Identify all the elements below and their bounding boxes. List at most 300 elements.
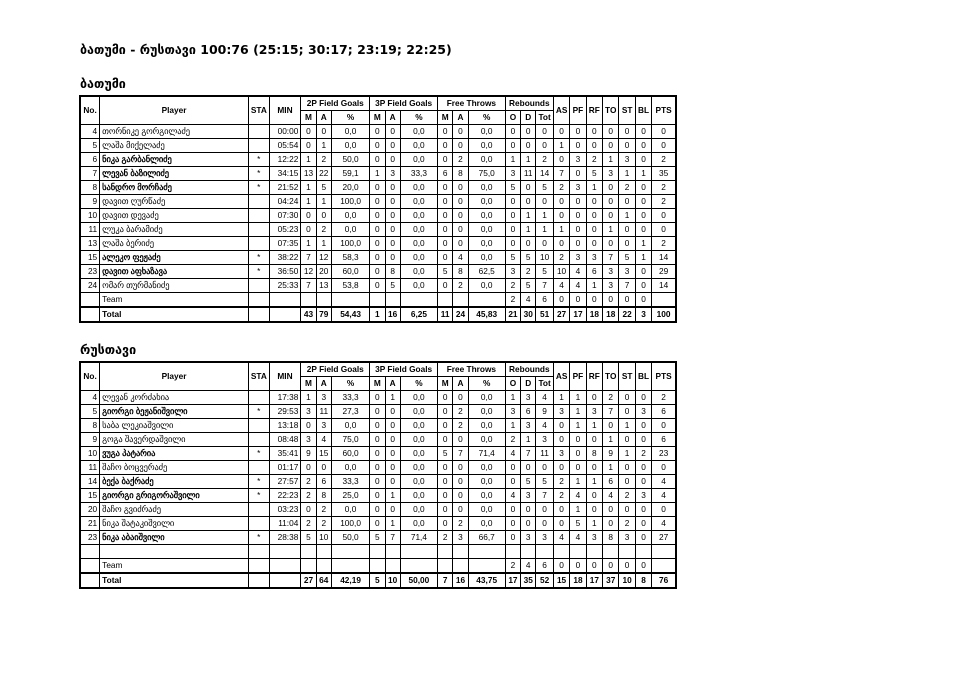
total-as: 27 — [553, 307, 569, 322]
col-header-3p: 3P Field Goals — [370, 362, 438, 377]
total-pf: 18 — [570, 573, 586, 588]
stat-p3a: 0 — [385, 181, 400, 195]
stat-tot: 7 — [536, 489, 553, 503]
stat-st: 0 — [619, 391, 635, 405]
stat-tot — [536, 545, 553, 559]
stat-st: 7 — [619, 279, 635, 293]
stat-pts — [652, 293, 676, 308]
stat-as: 2 — [553, 181, 569, 195]
minutes-played — [269, 545, 301, 559]
stat-pts: 35 — [652, 167, 676, 181]
stat-ftm: 0 — [438, 237, 453, 251]
stat-rf: 2 — [586, 153, 602, 167]
stat-ftm: 0 — [438, 503, 453, 517]
stat-pf: 0 — [570, 447, 586, 461]
stat-p3a: 0 — [385, 475, 400, 489]
stat-o: 0 — [505, 475, 520, 489]
player-name: საბა ლეკიაშვილი — [100, 419, 249, 433]
stat-fta: 2 — [453, 517, 468, 531]
stat-rf: 5 — [586, 167, 602, 181]
player-name: ლევან კორძახია — [100, 391, 249, 405]
stat-ftp: 66,7 — [468, 531, 505, 545]
stat-ftm: 0 — [438, 209, 453, 223]
stat-p2p: 20,0 — [331, 181, 369, 195]
stat-pts: 4 — [652, 475, 676, 489]
stat-bl: 0 — [635, 223, 651, 237]
away-boxscore-table — [79, 361, 677, 589]
player-number: 6 — [80, 153, 100, 167]
stat-p3p: 0,0 — [400, 209, 437, 223]
stat-p3p: 0,0 — [400, 489, 437, 503]
minutes-played: 25:33 — [269, 279, 301, 293]
player-number: 24 — [80, 279, 100, 293]
minutes-played: 34:15 — [269, 167, 301, 181]
stat-p2a: 13 — [316, 279, 331, 293]
stat-to: 0 — [603, 517, 619, 531]
stat-to: 2 — [603, 391, 619, 405]
stat-tot: 0 — [536, 195, 553, 209]
stat-st: 0 — [619, 503, 635, 517]
stat-to: 1 — [603, 223, 619, 237]
stat-fta: 2 — [453, 279, 468, 293]
stat-pf: 0 — [570, 293, 586, 308]
minutes-played: 04:24 — [269, 195, 301, 209]
stat-p3a: 0 — [385, 433, 400, 447]
subheader-total: Tot — [536, 111, 553, 125]
col-header-player: Player — [100, 362, 249, 391]
stat-p2a: 8 — [316, 489, 331, 503]
total-p3a: 16 — [385, 307, 400, 322]
stat-p2p: 0,0 — [331, 419, 369, 433]
player-number: 15 — [80, 251, 100, 265]
total-sta — [248, 573, 269, 588]
stat-p3p: 0,0 — [400, 153, 437, 167]
stat-p2a: 12 — [316, 251, 331, 265]
total-p2a: 64 — [316, 573, 331, 588]
starter-mark — [248, 545, 269, 559]
player-name: ნიკა შატაკიშვილი — [100, 517, 249, 531]
stat-to: 0 — [603, 559, 619, 574]
stat-bl: 0 — [635, 475, 651, 489]
stat-p2a: 2 — [316, 517, 331, 531]
col-header-pts: PTS — [652, 362, 676, 391]
stat-p2a: 1 — [316, 195, 331, 209]
stat-p3m — [370, 545, 385, 559]
stat-p3a: 0 — [385, 153, 400, 167]
stat-fta: 0 — [453, 489, 468, 503]
stat-p2m: 1 — [301, 195, 316, 209]
player-name: გიორგი გრიგორაშვილი — [100, 489, 249, 503]
starter-mark — [248, 237, 269, 251]
stat-pts: 0 — [652, 419, 676, 433]
col-header-st: ST — [619, 362, 635, 391]
player-name: ომარ თურმანიძე — [100, 279, 249, 293]
stat-pf: 4 — [570, 265, 586, 279]
stat-bl: 0 — [635, 209, 651, 223]
stat-as: 4 — [553, 279, 569, 293]
total-fta: 24 — [453, 307, 468, 322]
stat-as: 0 — [553, 433, 569, 447]
stat-pf — [570, 545, 586, 559]
stat-p3m: 0 — [370, 419, 385, 433]
stat-ftp: 0,0 — [468, 475, 505, 489]
subheader-attempted: A — [453, 377, 468, 391]
stat-as: 0 — [553, 293, 569, 308]
stat-o: 2 — [505, 293, 520, 308]
player-row — [80, 391, 676, 405]
total-p2p: 54,43 — [331, 307, 369, 322]
minutes-played: 03:23 — [269, 503, 301, 517]
minutes-played: 01:17 — [269, 461, 301, 475]
player-name: ლუკა ბარამიძე — [100, 223, 249, 237]
stat-p3m: 0 — [370, 209, 385, 223]
stat-p2a: 0 — [316, 125, 331, 139]
total-o: 17 — [505, 573, 520, 588]
stat-p3m: 0 — [370, 223, 385, 237]
stat-p3p: 0,0 — [400, 265, 437, 279]
subheader-attempted: A — [453, 111, 468, 125]
stat-d: 0 — [521, 181, 536, 195]
stat-st: 3 — [619, 153, 635, 167]
stat-fta: 7 — [453, 447, 468, 461]
player-row — [80, 167, 676, 181]
stat-ftm — [438, 293, 453, 308]
stat-ftm: 0 — [438, 251, 453, 265]
stat-pts: 27 — [652, 531, 676, 545]
player-number — [80, 293, 100, 308]
stat-to: 1 — [603, 433, 619, 447]
stat-rf: 0 — [586, 461, 602, 475]
stat-pts: 6 — [652, 405, 676, 419]
stat-o: 2 — [505, 279, 520, 293]
player-row — [80, 237, 676, 251]
player-number: 15 — [80, 489, 100, 503]
stat-p2p: 0,0 — [331, 125, 369, 139]
stat-to: 0 — [603, 125, 619, 139]
stat-ftp — [468, 545, 505, 559]
stat-d: 3 — [521, 419, 536, 433]
stat-ftm: 0 — [438, 279, 453, 293]
stat-rf — [586, 545, 602, 559]
stat-ftm: 0 — [438, 195, 453, 209]
stat-bl: 3 — [635, 405, 651, 419]
stat-fta — [453, 559, 468, 574]
col-header-sta: STA — [248, 96, 269, 125]
subheader-percent: % — [400, 111, 437, 125]
stat-st: 2 — [619, 489, 635, 503]
stat-pts: 2 — [652, 181, 676, 195]
player-number: 23 — [80, 265, 100, 279]
stat-ftp: 0,0 — [468, 419, 505, 433]
player-row — [80, 433, 676, 447]
stat-fta: 0 — [453, 223, 468, 237]
stat-d — [521, 545, 536, 559]
col-header-as: AS — [553, 362, 569, 391]
stat-p2m — [301, 293, 316, 308]
stat-fta: 0 — [453, 125, 468, 139]
col-header-min: MIN — [269, 96, 301, 125]
stat-fta: 0 — [453, 391, 468, 405]
stat-p3a: 7 — [385, 531, 400, 545]
stat-tot: 0 — [536, 503, 553, 517]
minutes-played: 05:54 — [269, 139, 301, 153]
stat-p3m: 0 — [370, 405, 385, 419]
minutes-played: 08:48 — [269, 433, 301, 447]
stat-d: 4 — [521, 559, 536, 574]
player-number: 7 — [80, 167, 100, 181]
col-header-2p: 2P Field Goals — [301, 96, 370, 111]
stat-tot: 3 — [536, 531, 553, 545]
stat-d: 0 — [521, 461, 536, 475]
starter-mark: * — [248, 405, 269, 419]
stat-st: 0 — [619, 237, 635, 251]
stat-ftm: 5 — [438, 447, 453, 461]
stat-st: 1 — [619, 209, 635, 223]
stat-pf: 4 — [570, 489, 586, 503]
stat-fta: 2 — [453, 153, 468, 167]
stat-pts: 14 — [652, 251, 676, 265]
stat-pts: 2 — [652, 237, 676, 251]
total-tot: 51 — [536, 307, 553, 322]
subheader-made: M — [438, 111, 453, 125]
stat-fta: 2 — [453, 419, 468, 433]
stat-st: 3 — [619, 265, 635, 279]
stat-p3m: 0 — [370, 391, 385, 405]
player-name: ნიკა აბაიშვილი — [100, 531, 249, 545]
player-number: 4 — [80, 391, 100, 405]
stat-p3m: 0 — [370, 237, 385, 251]
stat-pts: 0 — [652, 461, 676, 475]
col-header-to: TO — [603, 96, 619, 125]
total-p2m: 43 — [301, 307, 316, 322]
subheader-made: M — [301, 111, 316, 125]
stat-d: 0 — [521, 139, 536, 153]
stat-ftp: 0,0 — [468, 251, 505, 265]
stat-bl: 1 — [635, 167, 651, 181]
stat-fta: 8 — [453, 265, 468, 279]
starter-mark: * — [248, 531, 269, 545]
minutes-played: 36:50 — [269, 265, 301, 279]
player-number — [80, 545, 100, 559]
stat-as: 2 — [553, 489, 569, 503]
col-header-to: TO — [603, 362, 619, 391]
stat-as: 3 — [553, 405, 569, 419]
player-row — [80, 531, 676, 545]
stat-p3p: 0,0 — [400, 517, 437, 531]
minutes-played: 17:38 — [269, 391, 301, 405]
player-number: 8 — [80, 419, 100, 433]
stat-ftm: 0 — [438, 139, 453, 153]
stat-tot: 5 — [536, 181, 553, 195]
total-label: Total — [100, 573, 249, 588]
stat-p2a: 2 — [316, 153, 331, 167]
player-name: ლაშა მიქელაძე — [100, 139, 249, 153]
player-row — [80, 475, 676, 489]
stat-o: 0 — [505, 223, 520, 237]
stat-bl: 0 — [635, 153, 651, 167]
stat-d: 0 — [521, 517, 536, 531]
stat-p2m: 1 — [301, 153, 316, 167]
stat-p3a — [385, 293, 400, 308]
player-name: Team — [100, 559, 249, 574]
stat-p3p — [400, 545, 437, 559]
stat-bl: 0 — [635, 461, 651, 475]
subheader-offensive: O — [505, 377, 520, 391]
player-row — [80, 293, 676, 308]
stat-ftp: 71,4 — [468, 447, 505, 461]
stat-rf: 0 — [586, 195, 602, 209]
stat-st: 1 — [619, 167, 635, 181]
stat-o: 2 — [505, 559, 520, 574]
player-row — [80, 517, 676, 531]
subheader-attempted: A — [385, 111, 400, 125]
stat-tot: 11 — [536, 447, 553, 461]
starter-mark — [248, 209, 269, 223]
col-header-bl: BL — [635, 362, 651, 391]
stat-p3a — [385, 559, 400, 574]
stat-d: 3 — [521, 391, 536, 405]
stat-pf: 1 — [570, 503, 586, 517]
stat-rf: 1 — [586, 279, 602, 293]
minutes-played: 13:18 — [269, 419, 301, 433]
stat-pf: 0 — [570, 139, 586, 153]
stat-fta: 0 — [453, 475, 468, 489]
stat-fta: 0 — [453, 209, 468, 223]
stat-st: 0 — [619, 139, 635, 153]
stat-p2p: 0,0 — [331, 139, 369, 153]
player-row — [80, 153, 676, 167]
stat-as: 0 — [553, 209, 569, 223]
stat-ftp — [468, 559, 505, 574]
subheader-percent: % — [468, 111, 505, 125]
stat-p3m: 0 — [370, 503, 385, 517]
stat-ftp: 0,0 — [468, 279, 505, 293]
stat-tot: 4 — [536, 419, 553, 433]
stat-p2m: 3 — [301, 433, 316, 447]
stat-st: 0 — [619, 461, 635, 475]
stat-p3p: 0,0 — [400, 251, 437, 265]
stat-o: 0 — [505, 195, 520, 209]
stat-ftm: 0 — [438, 419, 453, 433]
total-p2m: 27 — [301, 573, 316, 588]
team-heading-home: ბათუმი — [80, 76, 126, 91]
stat-rf: 6 — [586, 265, 602, 279]
stat-p3a: 0 — [385, 447, 400, 461]
stat-ftp: 0,0 — [468, 489, 505, 503]
subheader-percent: % — [331, 111, 369, 125]
col-header-sta: STA — [248, 362, 269, 391]
stat-ftp — [468, 293, 505, 308]
subheader-made: M — [438, 377, 453, 391]
minutes-played: 07:30 — [269, 209, 301, 223]
stat-pts: 29 — [652, 265, 676, 279]
stat-p2p: 0,0 — [331, 503, 369, 517]
stat-d: 5 — [521, 251, 536, 265]
player-name: დავით დევაძე — [100, 209, 249, 223]
stat-tot: 5 — [536, 475, 553, 489]
minutes-played: 05:23 — [269, 223, 301, 237]
stat-p3p: 0,0 — [400, 405, 437, 419]
starter-mark — [248, 503, 269, 517]
stat-tot: 9 — [536, 405, 553, 419]
player-name: ბექა ბაქრაძე — [100, 475, 249, 489]
stat-p3p — [400, 559, 437, 574]
player-number: 23 — [80, 531, 100, 545]
stat-as: 2 — [553, 251, 569, 265]
stat-to: 0 — [603, 237, 619, 251]
stat-pf: 0 — [570, 559, 586, 574]
stat-p3a: 1 — [385, 391, 400, 405]
stat-to — [603, 545, 619, 559]
stat-ftp: 0,0 — [468, 125, 505, 139]
stat-as: 0 — [553, 237, 569, 251]
stat-p3m: 5 — [370, 531, 385, 545]
stat-p2m: 7 — [301, 251, 316, 265]
player-name: თორნიკე გორგილაძე — [100, 125, 249, 139]
total-no — [80, 573, 100, 588]
stat-to: 0 — [603, 209, 619, 223]
stat-pf: 0 — [570, 125, 586, 139]
stat-p2a: 20 — [316, 265, 331, 279]
player-name: დავით აფხაზავა — [100, 265, 249, 279]
stat-p3m: 0 — [370, 265, 385, 279]
minutes-played: 12:22 — [269, 153, 301, 167]
starter-mark — [248, 293, 269, 308]
player-name: ალეკო ფეჟაძე — [100, 251, 249, 265]
stat-p3m: 0 — [370, 489, 385, 503]
stat-pf: 1 — [570, 405, 586, 419]
total-p3m: 1 — [370, 307, 385, 322]
stat-st: 0 — [619, 125, 635, 139]
stat-pts: 14 — [652, 279, 676, 293]
starter-mark: * — [248, 251, 269, 265]
stat-pf: 3 — [570, 153, 586, 167]
stat-ftp: 62,5 — [468, 265, 505, 279]
stat-ftm: 0 — [438, 433, 453, 447]
stat-pts — [652, 545, 676, 559]
stat-d: 1 — [521, 153, 536, 167]
total-label: Total — [100, 307, 249, 322]
stat-rf: 0 — [586, 391, 602, 405]
total-p3p: 6,25 — [400, 307, 437, 322]
stat-p2m: 7 — [301, 279, 316, 293]
stat-o: 0 — [505, 125, 520, 139]
total-row — [80, 573, 676, 588]
stat-tot: 0 — [536, 517, 553, 531]
stat-p2a: 1 — [316, 139, 331, 153]
total-o: 21 — [505, 307, 520, 322]
stat-p3p: 0,0 — [400, 279, 437, 293]
stat-to: 9 — [603, 447, 619, 461]
col-header-ft: Free Throws — [438, 362, 506, 377]
stat-d: 1 — [521, 433, 536, 447]
minutes-played: 29:53 — [269, 405, 301, 419]
col-header-player: Player — [100, 96, 249, 125]
stat-st: 1 — [619, 447, 635, 461]
stat-p3m: 1 — [370, 167, 385, 181]
col-header-no: No. — [80, 362, 100, 391]
total-no — [80, 307, 100, 322]
subheader-attempted: A — [385, 377, 400, 391]
stat-as: 0 — [553, 517, 569, 531]
stat-bl: 0 — [635, 391, 651, 405]
subheader-made: M — [301, 377, 316, 391]
subheader-made: M — [370, 111, 385, 125]
stat-p3p: 0,0 — [400, 503, 437, 517]
player-row — [80, 503, 676, 517]
stat-p2p: 0,0 — [331, 461, 369, 475]
stat-ftp: 0,0 — [468, 391, 505, 405]
